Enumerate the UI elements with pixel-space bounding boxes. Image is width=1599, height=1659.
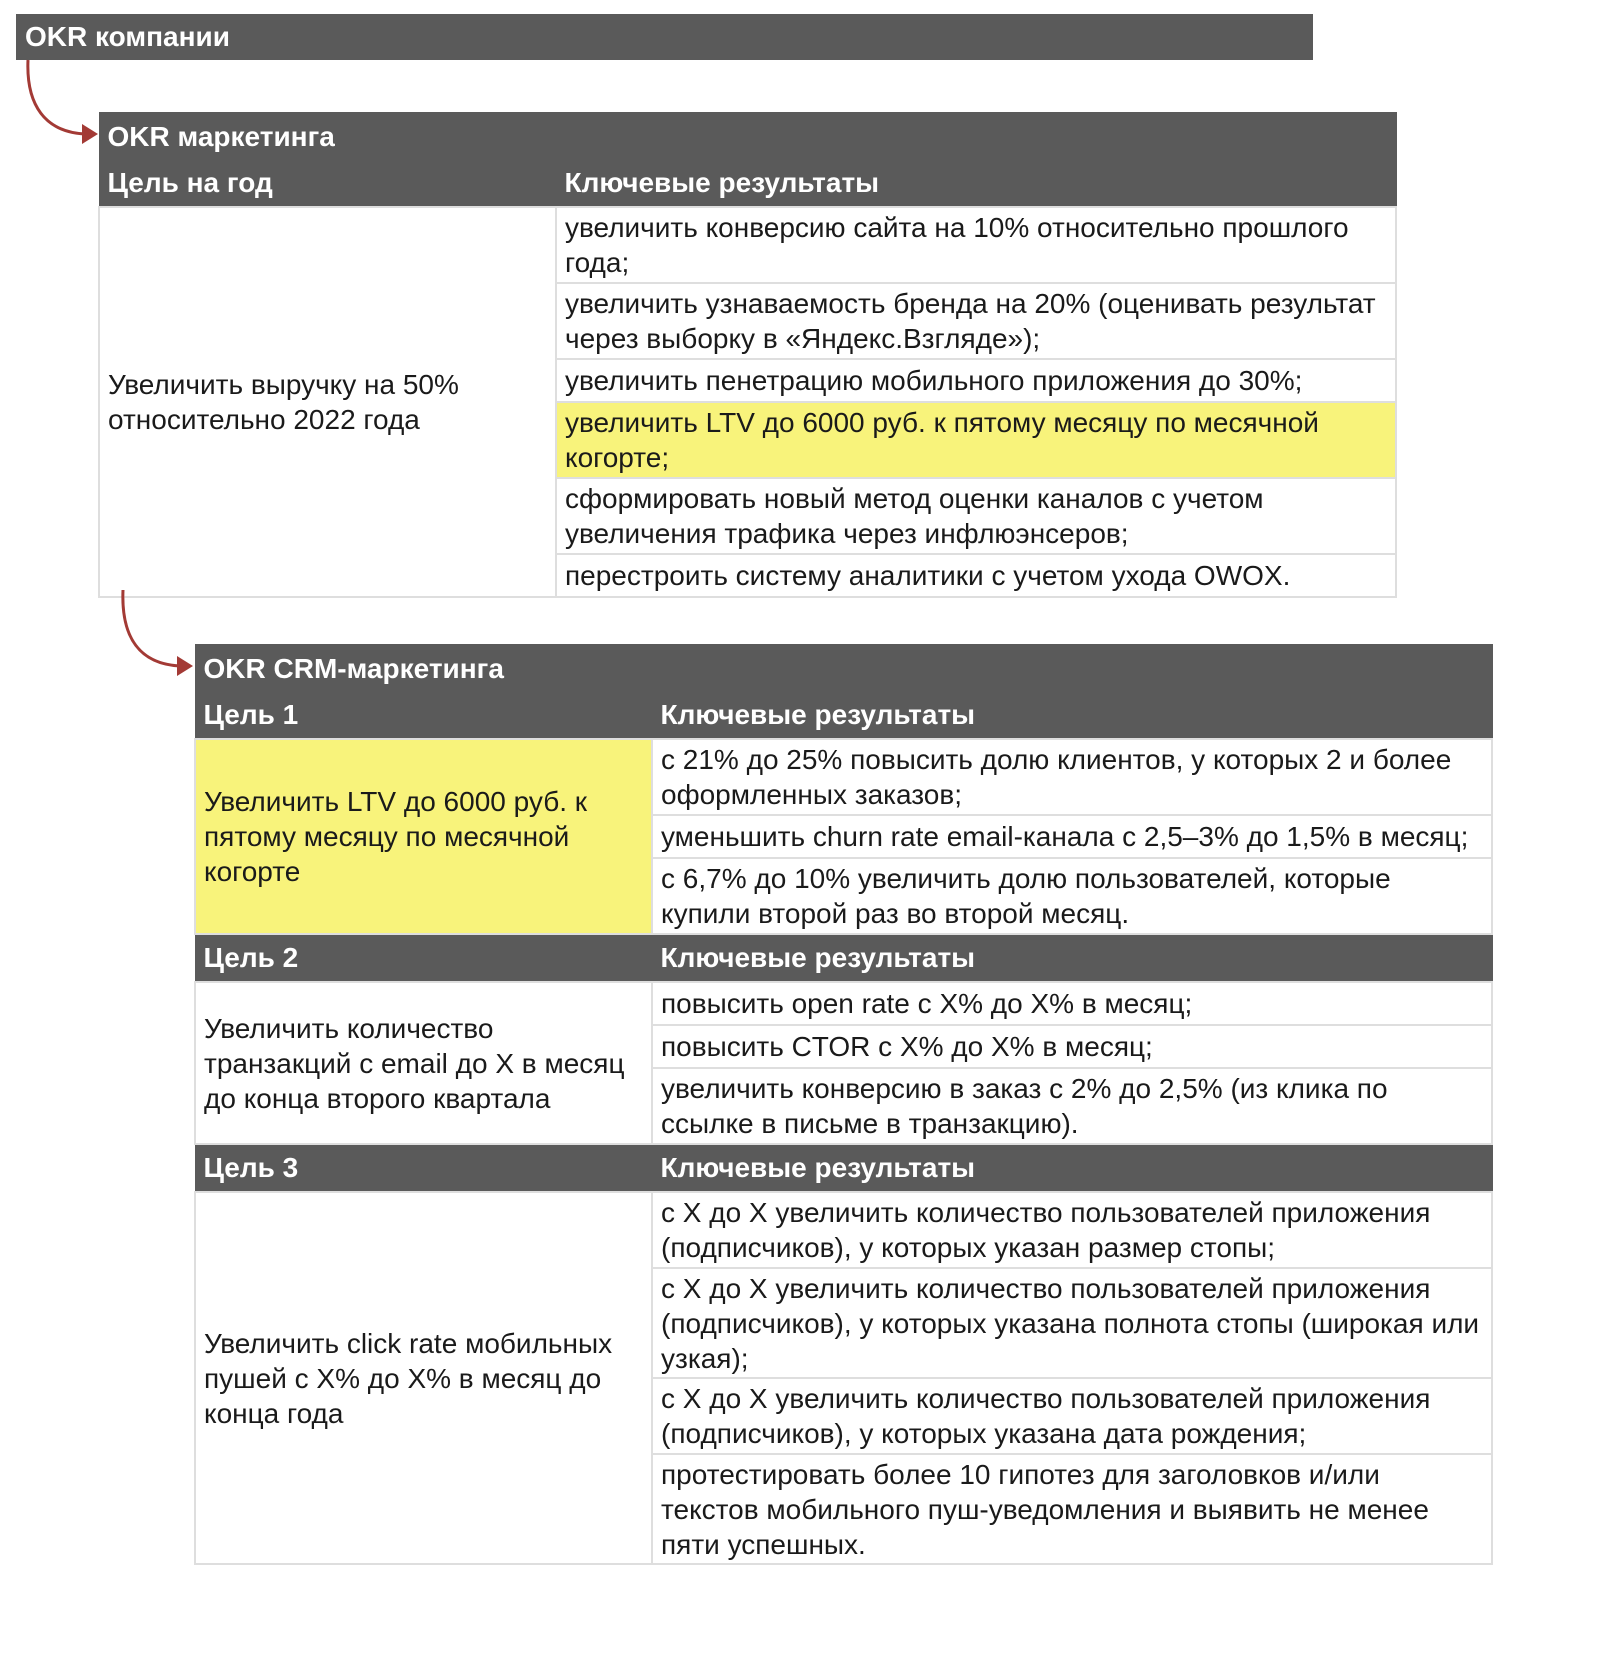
- marketing-goal: Увеличить выручку на 50% относительно 2022 года: [99, 207, 556, 597]
- key-result: увеличить конверсию в заказ с 2% до 2,5% (из клика по ссылке в письме в транзакцию).: [652, 1068, 1492, 1144]
- goal-1-text: Увеличить LTV до 6000 руб. к пятому месяцу по месячной когорте: [195, 739, 652, 934]
- key-result: увеличить пенетрацию мобильного приложения до 30%;: [556, 359, 1396, 402]
- key-result: с X до X увеличить количество пользователей приложения (подписчиков), у которых указан размер стопы;: [652, 1192, 1492, 1268]
- kr-header: Ключевые результаты: [652, 934, 1492, 982]
- crm-okr-table: [194, 644, 1493, 1565]
- marketing-okr-table: [98, 112, 1397, 598]
- key-result: увеличить узнаваемость бренда на 20% (оценивать результат через выборку в «Яндекс.Взгляде»);: [556, 283, 1396, 359]
- goal-2-text: Увеличить количество транзакций с email до X в месяц до конца второго квартала: [195, 982, 652, 1144]
- key-result: с 21% до 25% повысить долю клиентов, у которых 2 и более оформленных заказов;: [652, 739, 1492, 815]
- goal-3-text: Увеличить click rate мобильных пушей с X% до X% в месяц до конца года: [195, 1192, 652, 1564]
- company-okr-bar: [16, 14, 1313, 60]
- crm-okr-title: OKR CRM-маркетинга: [195, 645, 1492, 693]
- kr-header: Ключевые результаты: [652, 692, 1492, 739]
- company-okr-title: OKR компании: [25, 21, 230, 52]
- key-result: протестировать более 10 гипотез для заголовков и/или текстов мобильного пуш-уведомления и выявить не менее пяти успешных.: [652, 1454, 1492, 1564]
- key-result: сформировать новый метод оценки каналов с учетом увеличения трафика через инфлюэнсеров;: [556, 478, 1396, 554]
- key-result: перестроить систему аналитики с учетом ухода OWOX.: [556, 554, 1396, 597]
- marketing-okr-title: OKR маркетинга: [99, 113, 1396, 161]
- key-result-highlighted: увеличить LTV до 6000 руб. к пятому месяцу по месячной когорте;: [556, 402, 1396, 478]
- key-result: с X до X увеличить количество пользователей приложения (подписчиков), у которых указана полнота стопы (широкая или узкая);: [652, 1268, 1492, 1378]
- kr-header: Ключевые результаты: [652, 1144, 1492, 1192]
- key-result: с 6,7% до 10% увеличить долю пользователей, которые купили второй раз во второй месяц.: [652, 858, 1492, 934]
- key-result: повысить CTOR с X% до X% в месяц;: [652, 1025, 1492, 1068]
- goal-1-header: Цель 1: [195, 692, 652, 739]
- goal-2-header: Цель 2: [195, 934, 652, 982]
- key-result: увеличить конверсию сайта на 10% относительно прошлого года;: [556, 207, 1396, 283]
- key-result: с X до X увеличить количество пользователей приложения (подписчиков), у которых указана дата рождения;: [652, 1378, 1492, 1454]
- goal-3-header: Цель 3: [195, 1144, 652, 1192]
- key-result: уменьшить churn rate email-канала с 2,5–3% до 1,5% в месяц;: [652, 815, 1492, 858]
- kr-header: Ключевые результаты: [556, 160, 1396, 207]
- arrow-to-crm-icon: [0, 0, 210, 700]
- key-result: повысить open rate с X% до X% в месяц;: [652, 982, 1492, 1025]
- goal-header: Цель на год: [99, 160, 556, 207]
